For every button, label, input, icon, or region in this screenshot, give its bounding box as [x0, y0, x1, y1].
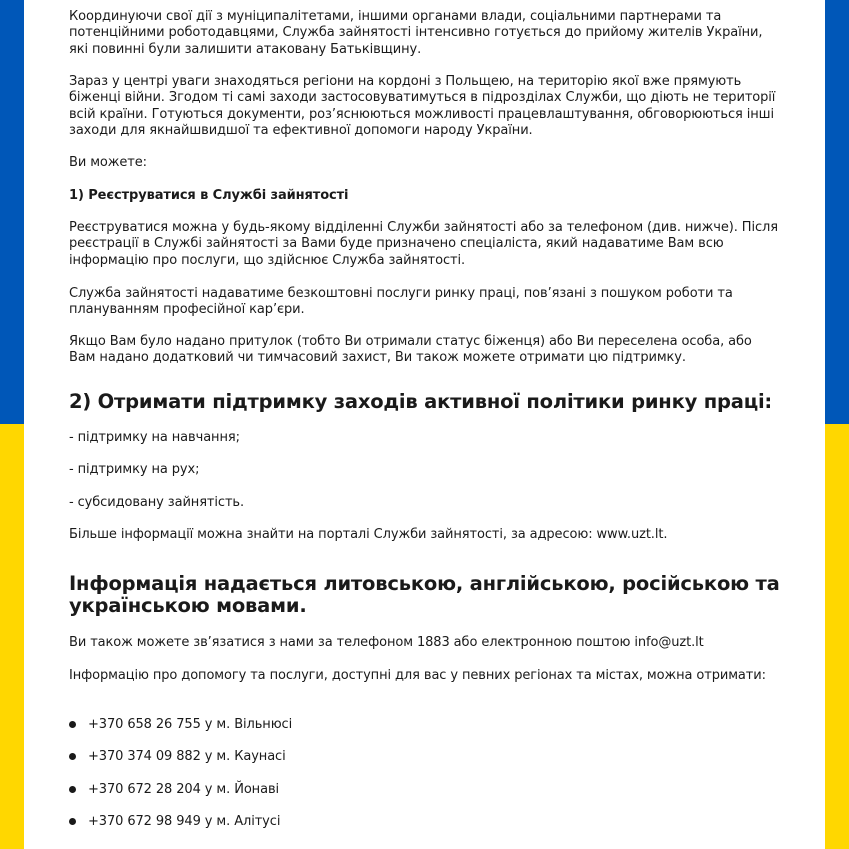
bullet-icon [69, 753, 76, 760]
phone-entry: +370 374 09 882 у м. Каунасі [88, 748, 286, 764]
list-item [69, 747, 286, 765]
bullet-icon [69, 818, 76, 825]
phone-entry: +370 658 26 755 у м. Вільнюсі [88, 716, 293, 732]
list-item [69, 780, 279, 798]
phone-entry: +370 672 28 204 у м. Йонаві [88, 781, 280, 797]
section2-item-2: - підтримку на рух; [69, 462, 200, 477]
bullet-icon [69, 721, 76, 728]
regional-info: Інформацію про допомогу та послуги, доступні для вас у певних регіонах та містах, можна отримати: [69, 668, 766, 683]
section2-more-info: Більше інформації можна знайти на порталі Служби зайнятості, за адресою: www.uzt.lt. [69, 527, 668, 542]
intro-paragraph-3: Ви можете: [69, 155, 147, 170]
section3-heading: Інформація надається литовською, англійською, російською та українською мовами. [69, 572, 780, 617]
intro-paragraph-2: Зараз у центрі уваги знаходяться регіони на кордоні з Польщею, на територію якої вже прямують біженці війни. Згодом ті самі заходи застосовуватимуться в підрозділах Служби, що діють не території всій країни. Готуються документи, роз’яснюються можливості працевлаштування, обговорюються інші заходи для якнайшвидшої та ефективної допомоги народу України. [69, 74, 776, 138]
phone-entry: +370 672 98 949 у м. Алітусі [88, 813, 281, 829]
list-item [69, 715, 292, 733]
section1-paragraph-2: Служба зайнятості надаватиме безкоштовні послуги ринку праці, пов’язані з пошуком роботи та плануванням професійної кар’єри. [69, 286, 733, 318]
section2-item-3: - субсидовану зайнятість. [69, 495, 245, 510]
bullet-icon [69, 786, 76, 793]
section1-paragraph-1: Реєструватися можна у будь-якому відділенні Служби зайнятості або за телефоном (див. нижче). Після реєстрації в Службі зайнятості за Вами буде призначено спеціаліста, який надаватиме Вам всю інформацію про послуги, що здійснює Служба зайнятості. [69, 220, 778, 268]
section2-heading: 2) Отримати підтримку заходів активної політики ринку праці: [69, 390, 773, 413]
section1-heading: 1) Реєструватися в Службі зайнятості [69, 188, 349, 203]
contact-info: Ви також можете зв’язатися з нами за телефоном 1883 або електронною поштою info@uzt.lt [69, 635, 704, 650]
section1-paragraph-3: Якщо Вам було надано притулок (тобто Ви отримали статус біженця) або Ви переселена особа, або Вам надано додатковий чи тимчасовий захист, Ви також можете отримати цю підтримку. [69, 334, 752, 366]
list-item [69, 812, 280, 830]
intro-paragraph-1: Координуючи свої дії з муніципалітетами, іншими органами влади, соціальними партнерами та потенційними роботодавцями, Служба зайнятості інтенсивно готується до прийому жителів України, які повинні були залишити атаковану Батьківщину. [69, 9, 763, 57]
document-page [24, 0, 825, 849]
section2-item-1: - підтримку на навчання; [69, 430, 240, 445]
